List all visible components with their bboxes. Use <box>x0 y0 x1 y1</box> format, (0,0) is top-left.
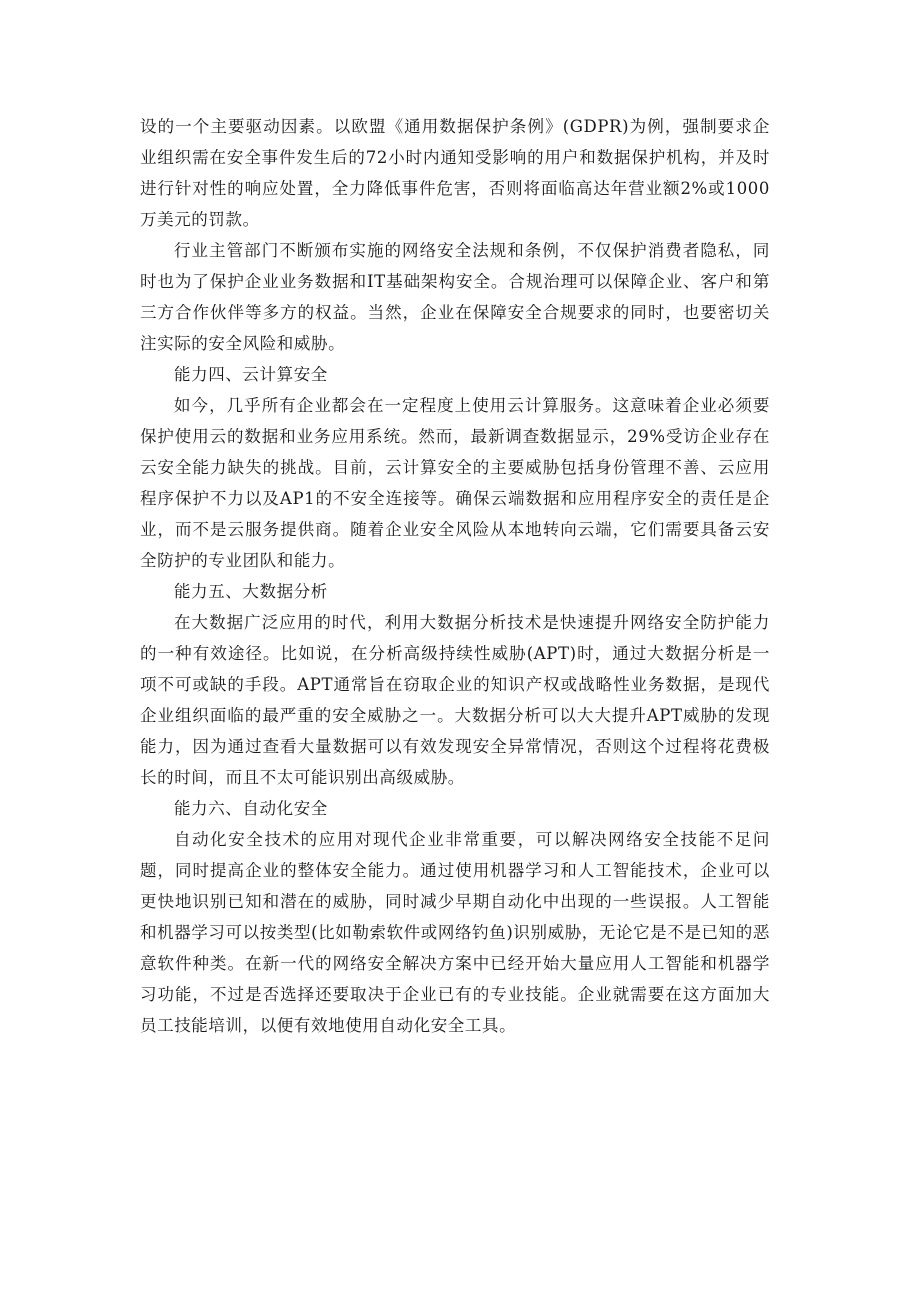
paragraph-big-data: 在大数据广泛应用的时代，利用大数据分析技术是快速提升网络安全防护能力的一种有效途径。比如说，在分析高级持续性威胁(APT)时，通过大数据分析是一项不可或缺的手段。APT通常旨在窃取企业的知识产权或战略性业务数据，是现代企业组织面临的最严重的安全威胁之一。大数据分析可以大大提升APT威胁的发现能力，因为通过查看大量数据可以有效发现安全异常情况，否则这个过程将花费极长的时间，而且不太可能识别出高级威胁。 <box>140 613 770 787</box>
paragraph-cloud-security: 如今，几乎所有企业都会在一定程度上使用云计算服务。这意味着企业必须要保护使用云的数据和业务应用系统。然而，最新调查数据显示，29%受访企业存在云安全能力缺失的挑战。目前，云计算安全的主要威胁包括身份管理不善、云应用程序保护不力以及AP1的不安全连接等。确保云端数据和应用程序安全的责任是企业，而不是云服务提供商。随着企业安全风险从本地转向云端，它们需要具备云安全防护的专业团队和能力。 <box>140 396 770 570</box>
heading-big-data: 能力五、大数据分析 <box>174 582 328 601</box>
paragraph-gdpr-continuation: 设的一个主要驱动因素。以欧盟《通用数据保护条例》(GDPR)为例，强制要求企业组织需在安全事件发生后的72小时内通知受影响的用户和数据保护机构，并及时进行针对性的响应处置，全力降低事件危害，否则将面临高达年营业额2%或1000万美元的罚款。 <box>140 117 770 229</box>
heading-automation-security: 能力六、自动化安全 <box>174 799 328 818</box>
paragraph-compliance: 行业主管部门不断颁布实施的网络安全法规和条例，不仅保护消费者隐私，同时也为了保护企业业务数据和IT基础架构安全。合规治理可以保障企业、客户和第三方合作伙伴等多方的权益。当然，企业在保障安全合规要求的同时，也要密切关注实际的安全风险和威胁。 <box>140 241 770 353</box>
heading-cloud-security: 能力四、云计算安全 <box>174 365 328 384</box>
paragraph-automation-security: 自动化安全技术的应用对现代企业非常重要，可以解决网络安全技能不足问题，同时提高企业的整体安全能力。通过使用机器学习和人工智能技术，企业可以更快地识别已知和潜在的威胁，同时减少早期自动化中出现的一些误报。人工智能和机器学习可以按类型(比如勒索软件或网络钓鱼)识别威胁，无论它是不是已知的恶意软件种类。在新一代的网络安全解决方案中已经开始大量应用人工智能和机器学习功能，不过是否选择还要取决于企业已有的专业技能。企业就需要在这方面加大员工技能培训，以便有效地使用自动化安全工具。 <box>140 830 770 1035</box>
